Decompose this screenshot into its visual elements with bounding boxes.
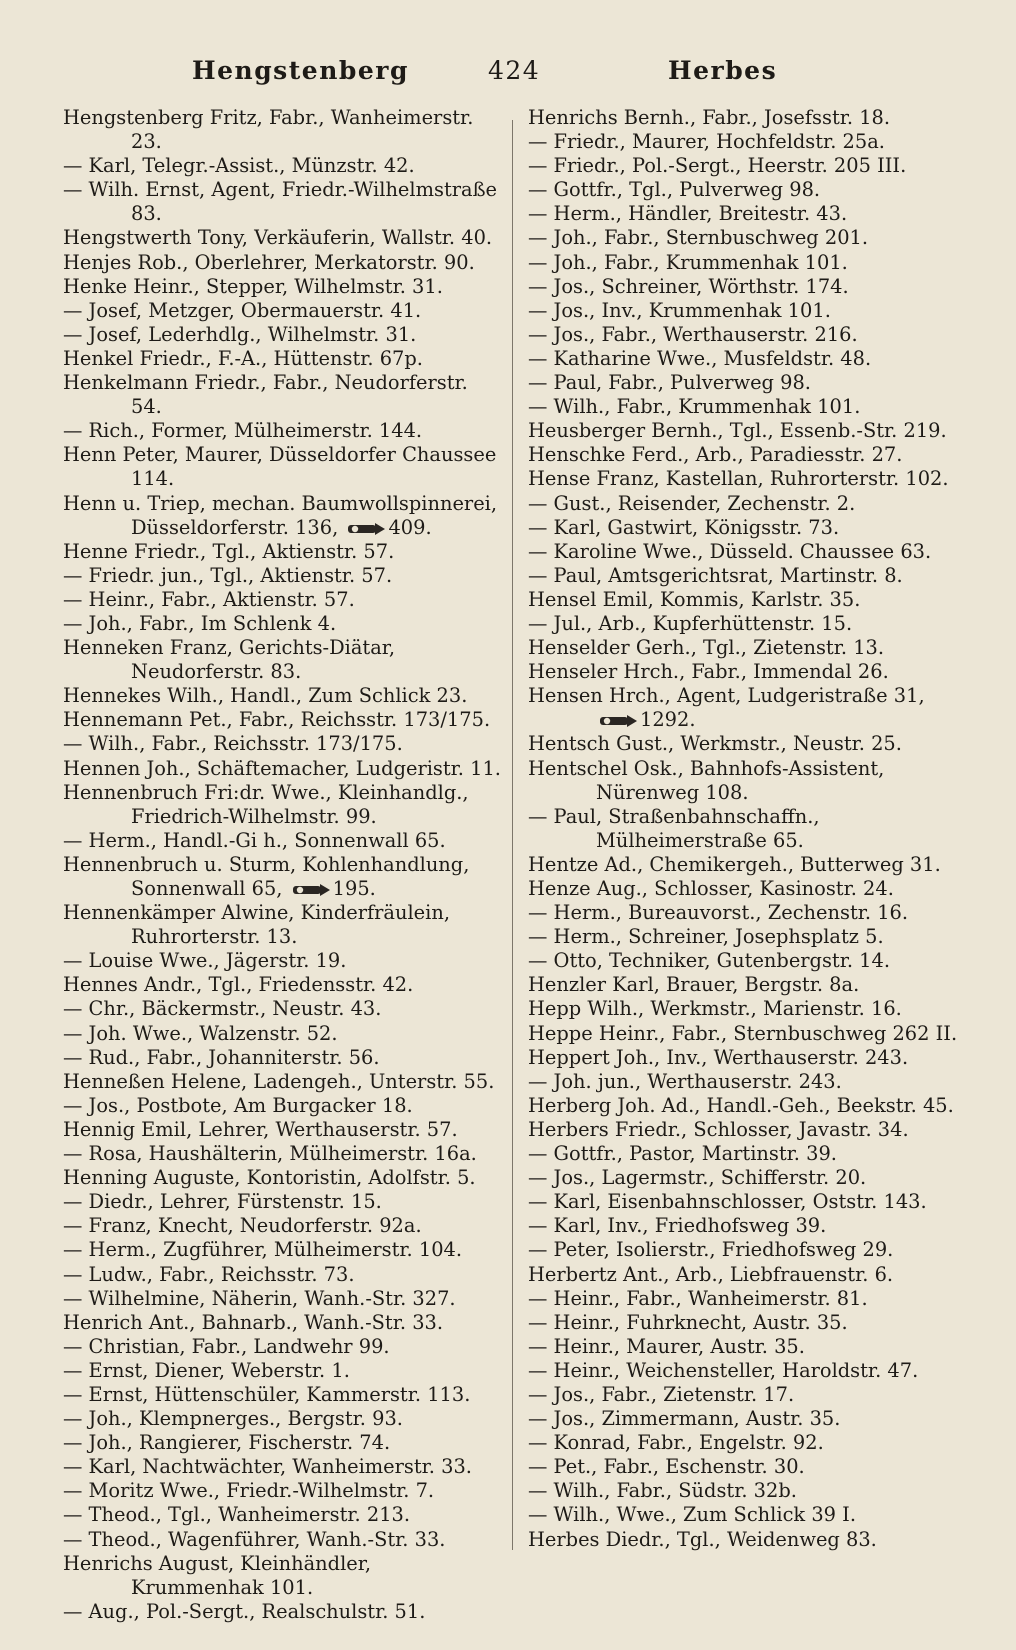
entry-text: Hengstwerth Tony, Verkäuferin, Wallstr. 40. bbox=[63, 226, 493, 250]
directory-entry bbox=[63, 1166, 501, 1190]
directory-entry bbox=[528, 275, 968, 299]
entry-text: — Diedr., Lehrer, Fürstenstr. 15. bbox=[63, 1190, 382, 1214]
directory-entry bbox=[63, 1552, 501, 1600]
entry-text: — Karl, Nachtwächter, Wanheimerstr. 33. bbox=[63, 1455, 472, 1479]
entry-text: Herbers Friedr., Schlosser, Javastr. 34. bbox=[528, 1117, 909, 1141]
entry-text: Hennenbruch u. Sturm, Kohlenhandlung, Sonnenwall 65, bbox=[63, 852, 470, 900]
entry-text: Hentschel Osk., Bahnhofs-Assistent, Nürenweg 108. bbox=[528, 756, 885, 804]
directory-entry bbox=[63, 853, 501, 901]
entry-text: — Herm., Schreiner, Josephsplatz 5. bbox=[528, 925, 884, 949]
entry-text: Herberg Joh. Ad., Handl.-Geh., Beekstr. 45. bbox=[528, 1093, 954, 1117]
directory-entry bbox=[63, 1263, 501, 1287]
directory-entry bbox=[63, 1503, 501, 1527]
directory-entry bbox=[63, 1142, 501, 1166]
entry-text: — Joh., Fabr., Krummenhak 101. bbox=[528, 250, 848, 274]
entry-text: Hennekes Wilh., Handl., Zum Schlick 23. bbox=[63, 684, 468, 708]
directory-entry bbox=[528, 467, 968, 491]
directory-entry bbox=[528, 949, 968, 973]
entry-text: Henzler Karl, Brauer, Bergstr. 8a. bbox=[528, 973, 860, 997]
directory-entry bbox=[528, 347, 968, 371]
directory-entry bbox=[63, 564, 501, 588]
entry-text: — Joh., Rangierer, Fischerstr. 74. bbox=[63, 1431, 391, 1455]
directory-entry bbox=[528, 1214, 968, 1238]
entry-text: — Chr., Bäckermstr., Neustr. 43. bbox=[63, 997, 382, 1021]
directory-entry bbox=[63, 1479, 501, 1503]
directory-entry bbox=[528, 1311, 968, 1335]
directory-entry bbox=[528, 443, 968, 467]
directory-entry bbox=[528, 1263, 968, 1287]
entry-text: Henseler Hrch., Fabr., Immendal 26. bbox=[528, 660, 889, 684]
entry-text: Henselder Gerh., Tgl., Zietenstr. 13. bbox=[528, 636, 885, 660]
entry-text: — Karl, Telegr.-Assist., Münzstr. 42. bbox=[63, 154, 415, 178]
entry-text: Henneken Franz, Gerichts-Diätar, Neudorferstr. 83. bbox=[63, 636, 396, 684]
directory-entry bbox=[63, 540, 501, 564]
entry-text: Henn Peter, Maurer, Düsseldorfer Chaussee 114. bbox=[63, 443, 497, 491]
entry-text: — Joh., Fabr., Sternbuschweg 201. bbox=[528, 226, 869, 250]
directory-entry bbox=[528, 1022, 968, 1046]
entry-text: — Franz, Knecht, Neudorferstr. 92a. bbox=[63, 1214, 422, 1238]
entry-text: — Heinr., Fabr., Wanheimerstr. 81. bbox=[528, 1286, 868, 1310]
directory-entry bbox=[528, 1190, 968, 1214]
directory-entry bbox=[63, 443, 501, 491]
directory-entry bbox=[528, 154, 968, 178]
directory-entry bbox=[63, 973, 501, 997]
entry-text: — Josef, Metzger, Obermauerstr. 41. bbox=[63, 298, 422, 322]
directory-entry bbox=[528, 660, 968, 684]
directory-entry bbox=[528, 925, 968, 949]
telephone-icon bbox=[291, 881, 331, 899]
entry-text: — Jul., Arb., Kupferhüttenstr. 15. bbox=[528, 611, 853, 635]
directory-entry bbox=[63, 1238, 501, 1262]
directory-entry bbox=[63, 1383, 501, 1407]
directory-entry bbox=[528, 1455, 968, 1479]
directory-entry bbox=[528, 877, 968, 901]
directory-entry bbox=[63, 347, 501, 371]
directory-entry bbox=[528, 106, 968, 130]
entry-text: — Christian, Fabr., Landwehr 99. bbox=[63, 1334, 390, 1358]
entry-text: — Aug., Pol.-Sergt., Realschulstr. 51. bbox=[63, 1599, 426, 1623]
directory-entry bbox=[63, 1335, 501, 1359]
directory-entry bbox=[63, 1094, 501, 1118]
entry-text: Heppe Heinr., Fabr., Sternbuschweg 262 II. bbox=[528, 1021, 958, 1045]
entry-text: Hensen Hrch., Agent, Ludgeristraße 31, bbox=[528, 684, 925, 708]
directory-entry bbox=[63, 323, 501, 347]
directory-entry bbox=[528, 636, 968, 660]
directory-entry bbox=[528, 757, 968, 805]
entry-text: — Heinr., Weichensteller, Haroldstr. 47. bbox=[528, 1358, 919, 1382]
directory-entry bbox=[528, 130, 968, 154]
directory-entry bbox=[63, 1118, 501, 1142]
directory-entry bbox=[528, 202, 968, 226]
entry-text: — Theod., Tgl., Wanheimerstr. 213. bbox=[63, 1503, 411, 1527]
entry-text: — Rud., Fabr., Johanniterstr. 56. bbox=[63, 1045, 380, 1069]
directory-entry bbox=[528, 1431, 968, 1455]
directory-entry bbox=[528, 178, 968, 202]
directory-entry bbox=[528, 1528, 968, 1552]
directory-entry bbox=[528, 371, 968, 395]
directory-entry bbox=[528, 251, 968, 275]
entry-text: Hennenbruch Fri:dr. Wwe., Kleinhandlg., Friedrich-Wilhelmstr. 99. bbox=[63, 780, 469, 828]
entry-text: — Paul, Straßenbahnschaffn., Mülheimerstraße 65. bbox=[528, 804, 820, 852]
directory-entry bbox=[63, 1407, 501, 1431]
directory-entry bbox=[63, 1431, 501, 1455]
entry-text: — Moritz Wwe., Friedr.-Wilhelmstr. 7. bbox=[63, 1479, 435, 1503]
directory-entry bbox=[528, 853, 968, 877]
directory-entry bbox=[528, 564, 968, 588]
entry-text: — Rich., Former, Mülheimerstr. 144. bbox=[63, 419, 423, 443]
entry-text: Heusberger Bernh., Tgl., Essenb.-Str. 219. bbox=[528, 419, 947, 443]
page-number: 424 bbox=[488, 56, 541, 85]
entry-text: — Heinr., Maurer, Austr. 35. bbox=[528, 1334, 805, 1358]
entry-text: — Friedr. jun., Tgl., Aktienstr. 57. bbox=[63, 563, 393, 587]
directory-entry bbox=[63, 1190, 501, 1214]
directory-entry bbox=[63, 901, 501, 949]
entry-text: Heppert Joh., Inv., Werthauserstr. 243. bbox=[528, 1045, 909, 1069]
directory-entry bbox=[528, 1335, 968, 1359]
directory-entry bbox=[528, 492, 968, 516]
directory-entry bbox=[528, 1407, 968, 1431]
directory-entry bbox=[528, 612, 968, 636]
entry-text: — Louise Wwe., Jägerstr. 19. bbox=[63, 949, 347, 973]
directory-entry bbox=[528, 226, 968, 250]
directory-entry bbox=[528, 684, 968, 732]
entry-text: — Rosa, Haushälterin, Mülheimerstr. 16a. bbox=[63, 1142, 477, 1166]
entry-text: — Konrad, Fabr., Engelstr. 92. bbox=[528, 1431, 824, 1455]
column-divider bbox=[512, 120, 513, 1550]
entry-text: — Heinr., Fabr., Aktienstr. 57. bbox=[63, 587, 355, 611]
entry-text: — Ludw., Fabr., Reichsstr. 73. bbox=[63, 1262, 355, 1286]
entry-text: — Herm., Bureauvorst., Zechenstr. 16. bbox=[528, 901, 909, 925]
header-left-name: Hengstenberg bbox=[192, 56, 409, 85]
directory-entry bbox=[528, 419, 968, 443]
entry-text: Herbertz Ant., Arb., Liebfrauenstr. 6. bbox=[528, 1262, 894, 1286]
left-column bbox=[63, 106, 501, 1624]
entry-text: Henne Friedr., Tgl., Aktienstr. 57. bbox=[63, 539, 395, 563]
right-column bbox=[528, 106, 968, 1552]
directory-entry bbox=[63, 226, 501, 250]
directory-entry bbox=[63, 1214, 501, 1238]
directory-entry bbox=[63, 275, 501, 299]
directory-entry bbox=[528, 1479, 968, 1503]
directory-entry bbox=[63, 708, 501, 732]
entry-text: — Josef, Lederhdlg., Wilhelmstr. 31. bbox=[63, 322, 417, 346]
directory-entry bbox=[63, 1600, 501, 1624]
directory-entry bbox=[528, 1166, 968, 1190]
directory-entry bbox=[63, 1287, 501, 1311]
directory-entry bbox=[528, 1094, 968, 1118]
entry-text: — Jos., Postbote, Am Burgacker 18. bbox=[63, 1093, 413, 1117]
directory-entry bbox=[63, 781, 501, 829]
entry-text: — Karl, Eisenbahnschlosser, Oststr. 143. bbox=[528, 1190, 927, 1214]
entry-text: Henn u. Triep, mechan. Baumwollspinnerei, Düsseldorferstr. 136, bbox=[63, 491, 498, 539]
entry-text: — Jos., Lagermstr., Schifferstr. 20. bbox=[528, 1166, 867, 1190]
entry-text: — Jos., Fabr., Werthauserstr. 216. bbox=[528, 322, 858, 346]
entry-text: — Wilh., Fabr., Krummenhak 101. bbox=[528, 395, 861, 419]
directory-entry bbox=[63, 1311, 501, 1335]
directory-entry bbox=[63, 1359, 501, 1383]
entry-text: — Wilh., Fabr., Südstr. 32b. bbox=[528, 1479, 797, 1503]
telephone-icon bbox=[346, 520, 386, 538]
entry-text: Henrichs August, Kleinhändler, Krummenhak 101. bbox=[63, 1551, 372, 1599]
directory-entry bbox=[63, 419, 501, 443]
directory-entry bbox=[528, 1142, 968, 1166]
directory-entry bbox=[63, 949, 501, 973]
entry-text: Henneßen Helene, Ladengeh., Unterstr. 55. bbox=[63, 1069, 495, 1093]
entry-text: — Jos., Schreiner, Wörthstr. 174. bbox=[528, 274, 849, 298]
entry-text: — Ernst, Diener, Weberstr. 1. bbox=[63, 1358, 350, 1382]
directory-entry bbox=[528, 1238, 968, 1262]
directory-entry bbox=[63, 636, 501, 684]
entry-text: — Katharine Wwe., Musfeldstr. 48. bbox=[528, 346, 872, 370]
entry-text: Hennemann Pet., Fabr., Reichsstr. 173/175. bbox=[63, 708, 491, 732]
directory-entry bbox=[528, 1070, 968, 1094]
entry-text: Hennenkämper Alwine, Kinderfräulein, Ruhrorterstr. 13. bbox=[63, 901, 450, 949]
directory-entry bbox=[528, 516, 968, 540]
entry-text: Henrichs Bernh., Fabr., Josefsstr. 18. bbox=[528, 106, 891, 129]
entry-text: — Gottfr., Tgl., Pulverweg 98. bbox=[528, 178, 821, 202]
entry-text: — Karl, Gastwirt, Königsstr. 73. bbox=[528, 515, 840, 539]
directory-entry bbox=[63, 732, 501, 756]
entry-text: — Gust., Reisender, Zechenstr. 2. bbox=[528, 491, 856, 515]
entry-text: — Ernst, Hüttenschüler, Kammerstr. 113. bbox=[63, 1382, 471, 1406]
entry-text: — Pet., Fabr., Eschenstr. 30. bbox=[528, 1455, 805, 1479]
entry-text: Henke Heinr., Stepper, Wilhelmstr. 31. bbox=[63, 274, 443, 298]
entry-text: — Otto, Techniker, Gutenbergstr. 14. bbox=[528, 949, 891, 973]
directory-entry bbox=[528, 901, 968, 925]
directory-entry bbox=[63, 612, 501, 636]
entry-text: — Peter, Isolierstr., Friedhofsweg 29. bbox=[528, 1238, 894, 1262]
entry-text: — Friedr., Pol.-Sergt., Heerstr. 205 III. bbox=[528, 154, 907, 178]
directory-entry bbox=[63, 997, 501, 1021]
entry-text: Hentze Ad., Chemikergeh., Butterweg 31. bbox=[528, 852, 941, 876]
page-header bbox=[0, 56, 1016, 96]
directory-entry bbox=[63, 154, 501, 178]
entry-text: Hepp Wilh., Werkmstr., Marienstr. 16. bbox=[528, 997, 902, 1021]
entry-text: — Jos., Inv., Krummenhak 101. bbox=[528, 298, 831, 322]
directory-entry bbox=[528, 1046, 968, 1070]
entry-text: Hentsch Gust., Werkmstr., Neustr. 25. bbox=[528, 732, 902, 756]
entry-text: — Herm., Zugführer, Mülheimerstr. 104. bbox=[63, 1238, 463, 1262]
entry-text: Herbes Diedr., Tgl., Weidenweg 83. bbox=[528, 1527, 877, 1551]
directory-entry bbox=[63, 251, 501, 275]
directory-entry bbox=[528, 732, 968, 756]
entry-text: Henjes Rob., Oberlehrer, Merkatorstr. 90. bbox=[63, 250, 475, 274]
directory-entry bbox=[63, 588, 501, 612]
entry-text: Hennen Joh., Schäftemacher, Ludgeristr. 11. bbox=[63, 756, 501, 780]
directory-entry bbox=[63, 684, 501, 708]
entry-text: — Jos., Zimmermann, Austr. 35. bbox=[528, 1407, 841, 1431]
phone-number: 409. bbox=[388, 515, 432, 539]
entry-text: Henkel Friedr., F.-A., Hüttenstr. 67p. bbox=[63, 346, 423, 370]
entry-text: Henning Auguste, Kontoristin, Adolfstr. 5. bbox=[63, 1166, 476, 1190]
entry-text: — Gottfr., Pastor, Martinstr. 39. bbox=[528, 1142, 837, 1166]
entry-text: — Wilhelmine, Näherin, Wanh.-Str. 327. bbox=[63, 1286, 456, 1310]
directory-entry bbox=[528, 1118, 968, 1142]
directory-entry bbox=[528, 805, 968, 853]
entry-text: Hennig Emil, Lehrer, Werthauserstr. 57. bbox=[63, 1117, 458, 1141]
entry-text: — Wilh. Ernst, Agent, Friedr.-Wilhelmstraße 83. bbox=[63, 178, 497, 226]
directory-entry bbox=[63, 1528, 501, 1552]
directory-entry bbox=[528, 1287, 968, 1311]
directory-entry bbox=[528, 973, 968, 997]
phone-number: 195. bbox=[332, 877, 376, 900]
entry-text: Hense Franz, Kastellan, Ruhrorterstr. 102. bbox=[528, 467, 949, 491]
entry-text: Hensel Emil, Kommis, Karlstr. 35. bbox=[528, 587, 861, 611]
directory-entry bbox=[63, 1022, 501, 1046]
phone-number: 1292. bbox=[640, 708, 696, 732]
directory-entry bbox=[63, 1455, 501, 1479]
directory-entry bbox=[528, 1503, 968, 1527]
entry-text: — Friedr., Maurer, Hochfeldstr. 25a. bbox=[528, 130, 885, 154]
entry-text: Henrich Ant., Bahnarb., Wanh.-Str. 33. bbox=[63, 1310, 444, 1334]
directory-entry bbox=[63, 178, 501, 226]
directory-entry bbox=[528, 540, 968, 564]
directory-entry bbox=[528, 588, 968, 612]
entry-text: — Heinr., Fuhrknecht, Austr. 35. bbox=[528, 1310, 848, 1334]
directory-entry bbox=[63, 829, 501, 853]
directory-entry bbox=[528, 1359, 968, 1383]
telephone-icon bbox=[598, 712, 638, 730]
directory-entry bbox=[528, 395, 968, 419]
entry-text: — Wilh., Wwe., Zum Schlick 39 I. bbox=[528, 1503, 857, 1527]
directory-entry bbox=[63, 1070, 501, 1094]
entry-text: — Joh., Fabr., Im Schlenk 4. bbox=[63, 611, 337, 635]
entry-text: Hennes Andr., Tgl., Friedensstr. 42. bbox=[63, 973, 414, 997]
header-right-name: Herbes bbox=[668, 56, 778, 85]
entry-text: — Paul, Fabr., Pulverweg 98. bbox=[528, 371, 811, 395]
entry-text: Henze Aug., Schlosser, Kasinostr. 24. bbox=[528, 877, 894, 900]
directory-entry bbox=[63, 492, 501, 540]
directory-entry bbox=[63, 1046, 501, 1070]
directory-entry bbox=[63, 371, 501, 419]
entry-text: Henkelmann Friedr., Fabr., Neudorferstr. 54. bbox=[63, 371, 468, 419]
entry-text: — Paul, Amtsgerichtsrat, Martinstr. 8. bbox=[528, 563, 903, 587]
directory-entry bbox=[63, 757, 501, 781]
directory-entry bbox=[63, 106, 501, 154]
directory-entry bbox=[528, 299, 968, 323]
directory-entry bbox=[63, 299, 501, 323]
entry-text: — Joh. Wwe., Walzenstr. 52. bbox=[63, 1021, 338, 1045]
entry-text: — Jos., Fabr., Zietenstr. 17. bbox=[528, 1382, 795, 1406]
entry-text: — Karoline Wwe., Düsseld. Chaussee 63. bbox=[528, 539, 932, 563]
entry-text: — Joh., Klempnerges., Bergstr. 93. bbox=[63, 1407, 403, 1431]
directory-entry bbox=[528, 323, 968, 347]
entry-text: — Karl, Inv., Friedhofsweg 39. bbox=[528, 1214, 827, 1238]
directory-entry bbox=[528, 997, 968, 1021]
entry-text: Hengstenberg Fritz, Fabr., Wanheimerstr. 23. bbox=[63, 106, 474, 154]
entry-text: — Theod., Wagenführer, Wanh.-Str. 33. bbox=[63, 1527, 446, 1551]
entry-text: — Herm., Handl.-Gi h., Sonnenwall 65. bbox=[63, 828, 446, 852]
directory-entry bbox=[528, 1383, 968, 1407]
entry-text: — Joh. jun., Werthauserstr. 243. bbox=[528, 1069, 842, 1093]
entry-text: — Herm., Händler, Breitestr. 43. bbox=[528, 202, 848, 226]
entry-text: Henschke Ferd., Arb., Paradiesstr. 27. bbox=[528, 443, 903, 467]
entry-text: — Wilh., Fabr., Reichsstr. 173/175. bbox=[63, 732, 403, 756]
